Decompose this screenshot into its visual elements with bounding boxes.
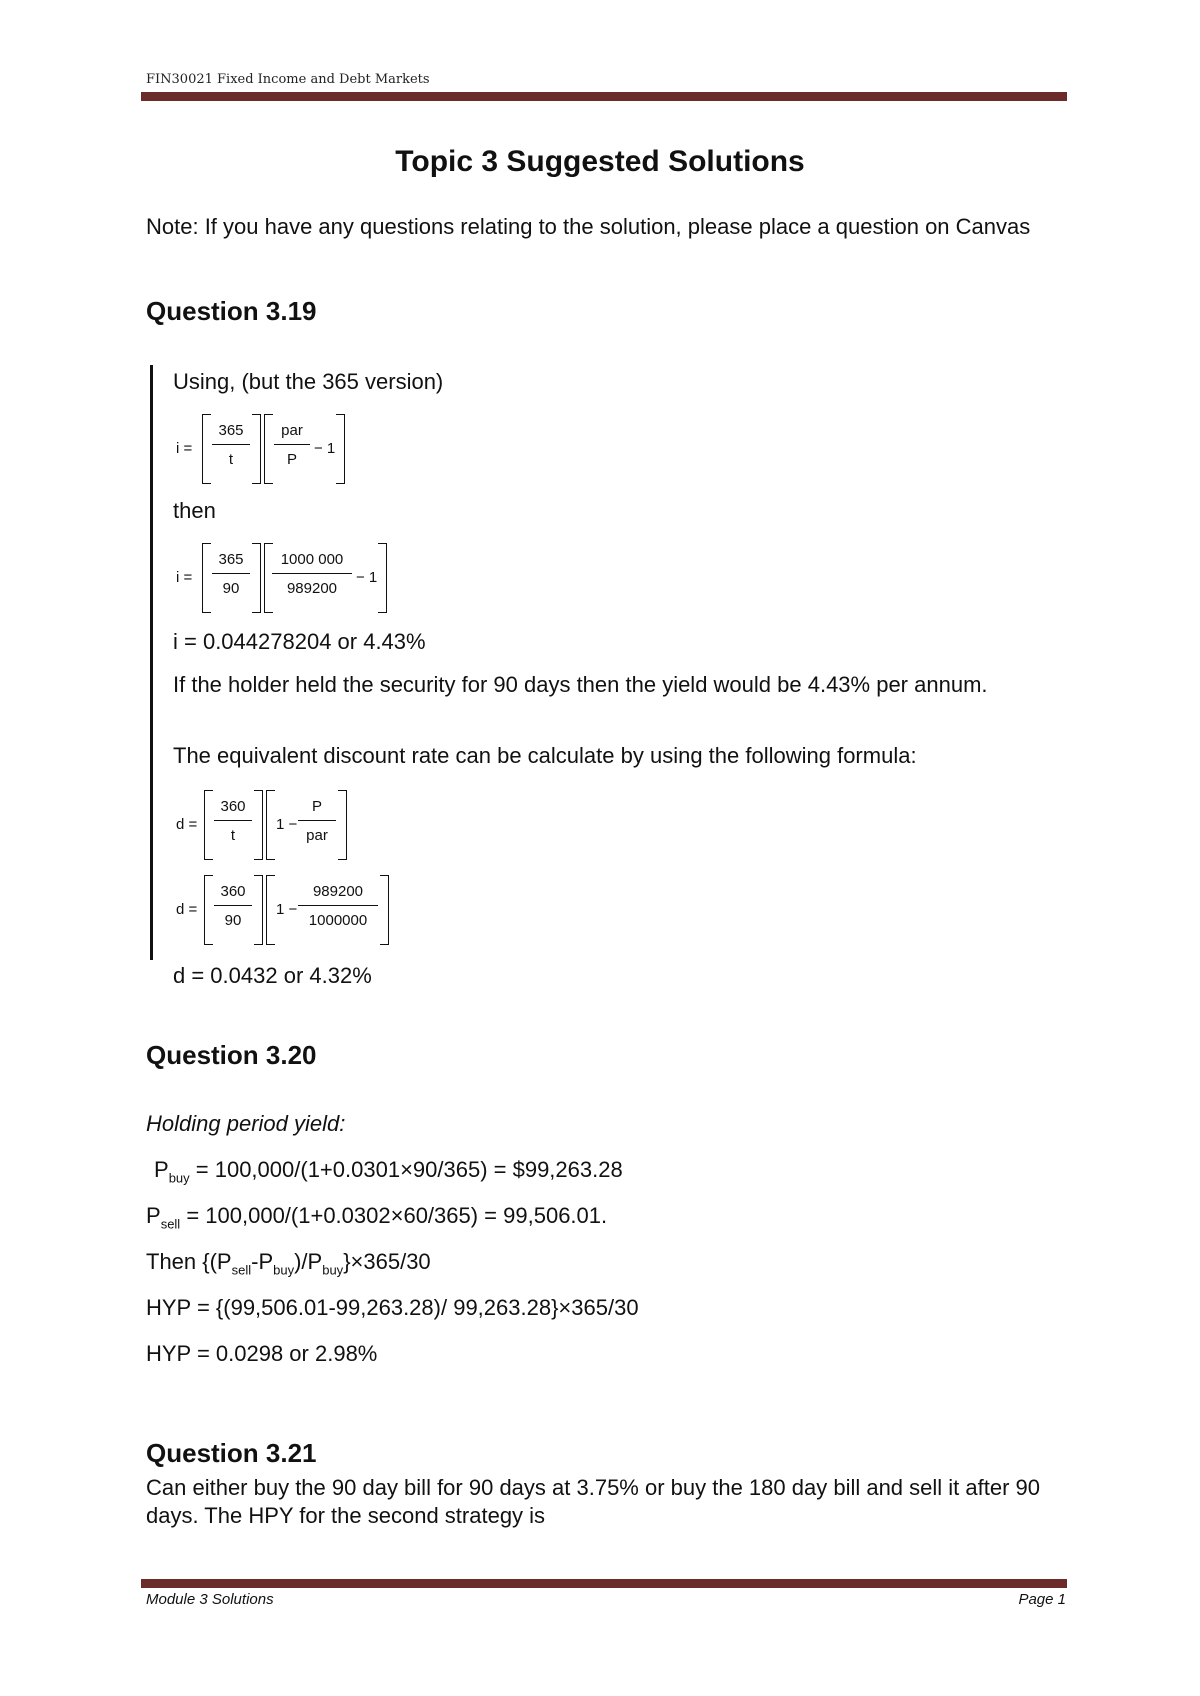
psell-line: [146, 1202, 607, 1238]
left-margin-bar: [150, 365, 153, 960]
bracket-left: [202, 543, 211, 613]
denominator: t: [228, 451, 234, 468]
psell-expression: = 100,000/(1+0.0302×60/365) = 99,506.01.: [180, 1203, 608, 1228]
footer-module: Module 3 Solutions: [146, 1591, 274, 1608]
bracket-right: [338, 790, 347, 860]
denominator: P: [286, 451, 297, 468]
formula-lhs: d =: [176, 816, 198, 833]
hyp-calculation: HYP = {(99,506.01-99,263.28)/ 99,263.28}×365/30: [146, 1295, 639, 1320]
bracket-right: [254, 875, 263, 945]
formula-lhs: i =: [176, 569, 193, 586]
bracket-left: [204, 790, 213, 860]
bracket-right: [252, 543, 261, 613]
formula-yield-general: [176, 414, 356, 484]
fraction: [298, 879, 378, 932]
using-text: Using, (but the 365 version): [173, 369, 444, 394]
fraction: [298, 794, 336, 847]
minus-one: − 1: [314, 440, 336, 457]
fraction: [212, 418, 250, 471]
numerator: 1000 000: [272, 547, 352, 574]
one-minus: 1 −: [276, 816, 298, 833]
numerator: 365: [212, 418, 250, 445]
numerator: P: [298, 794, 336, 821]
numerator: 360: [214, 794, 252, 821]
formula-discount-applied: [176, 875, 396, 945]
footer-rule: [141, 1579, 1067, 1588]
result-d: d = 0.0432 or 4.32%: [173, 963, 372, 988]
bracket-right: [254, 790, 263, 860]
footer-page-number: Page 1: [1018, 1591, 1066, 1608]
subscript: sell: [160, 1216, 181, 1232]
hyp-result: HYP = 0.0298 or 2.98%: [146, 1341, 378, 1366]
denominator: 989200: [286, 580, 338, 597]
bracket-left: [266, 790, 275, 860]
bracket-left: [202, 414, 211, 484]
denominator: par: [306, 827, 328, 844]
discount-intro: The equivalent discount rate can be calculate by using the following formula:: [173, 743, 917, 768]
page-title: Topic 3 Suggested Solutions: [395, 145, 805, 178]
bracket-left: [204, 875, 213, 945]
question-3-21-heading: Question 3.21: [146, 1438, 317, 1468]
then-part: )/P: [294, 1249, 323, 1274]
p-symbol: P: [146, 1203, 161, 1228]
then-part: }×365/30: [343, 1249, 431, 1274]
then-formula-line: [146, 1248, 431, 1284]
numerator: par: [274, 418, 310, 445]
fraction: [274, 418, 310, 471]
p-symbol: P: [154, 1157, 169, 1182]
denominator: 90: [224, 912, 242, 929]
numerator: 989200: [298, 879, 378, 906]
formula-yield-applied: [176, 543, 396, 613]
denominator: t: [230, 827, 236, 844]
numerator: 365: [212, 547, 250, 574]
bracket-left: [266, 875, 275, 945]
fraction: [214, 794, 252, 847]
question-3-20-heading: Question 3.20: [146, 1040, 317, 1070]
running-header: FIN30021 Fixed Income and Debt Markets: [146, 72, 430, 87]
minus-one: − 1: [356, 569, 378, 586]
bracket-right: [336, 414, 345, 484]
then-text: then: [173, 498, 216, 523]
yield-explanation: If the holder held the security for 90 days then the yield would be 4.43% per annum.: [173, 672, 988, 697]
question-3-19-heading: Question 3.19: [146, 296, 317, 326]
bracket-right: [252, 414, 261, 484]
pbuy-expression: = 100,000/(1+0.0301×90/365) = $99,263.28: [189, 1157, 623, 1182]
formula-discount-general: [176, 790, 356, 860]
pbuy-line: [154, 1156, 623, 1192]
bracket-right: [378, 543, 387, 613]
subscript: sell: [231, 1262, 252, 1278]
bracket-right: [380, 875, 389, 945]
note-text: Note: If you have any questions relating to the solution, please place a question on Canvas: [146, 214, 1031, 239]
header-rule: [141, 92, 1067, 101]
hpy-label: Holding period yield:: [146, 1111, 346, 1136]
formula-lhs: i =: [176, 440, 193, 457]
then-part: -P: [251, 1249, 274, 1274]
fraction: [212, 547, 250, 600]
formula-lhs: d =: [176, 901, 198, 918]
question-3-21-text: Can either buy the 90 day bill for 90 days at 3.75% or buy the 180 day bill and sell it after 90 days. The HPY for the second strategy is: [146, 1475, 1040, 1528]
fraction: [214, 879, 252, 932]
subscript: buy: [273, 1262, 295, 1278]
denominator: 90: [222, 580, 240, 597]
subscript: buy: [322, 1262, 344, 1278]
then-part: Then {(P: [146, 1249, 232, 1274]
fraction: [272, 547, 352, 600]
one-minus: 1 −: [276, 901, 298, 918]
numerator: 360: [214, 879, 252, 906]
result-i: i = 0.044278204 or 4.43%: [173, 629, 426, 654]
bracket-left: [264, 414, 273, 484]
subscript: buy: [168, 1170, 190, 1186]
denominator: 1000000: [308, 912, 368, 929]
